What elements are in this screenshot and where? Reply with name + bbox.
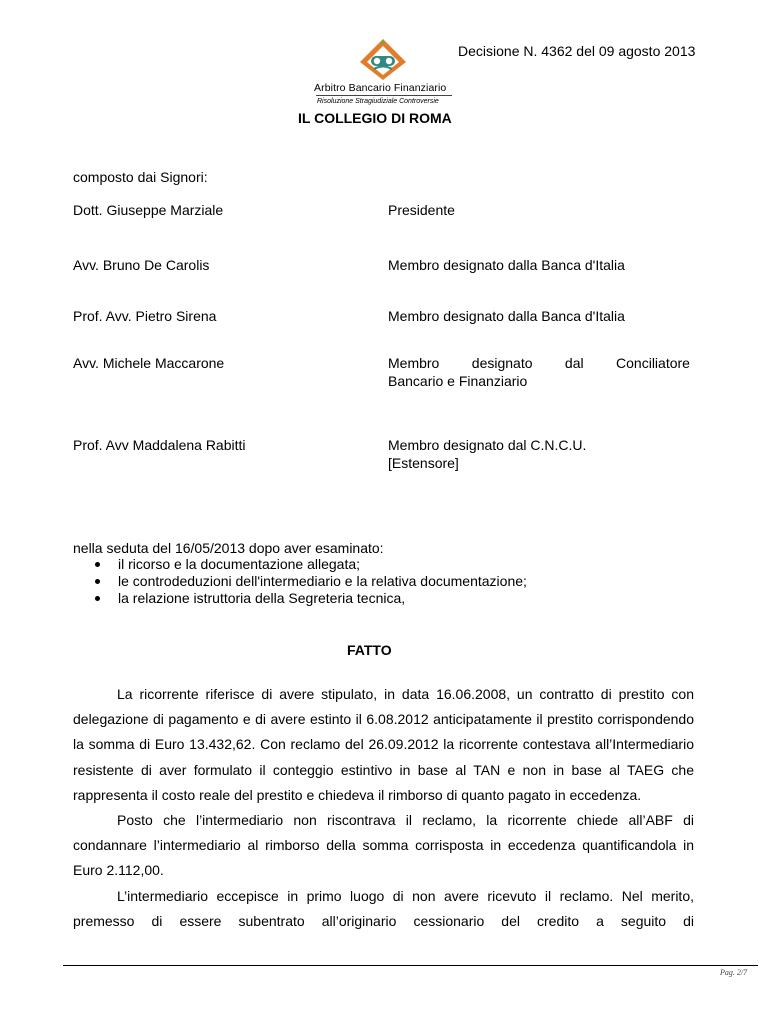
- member-role-line: Bancario e Finanziario: [388, 373, 528, 389]
- paragraph: Posto che l’intermediario non riscontrava il reclamo, la ricorrente chiede all’ABF di condannare l’intermediario al rimborso della somma corrisposta in eccedenza quantificandola in Euro 2.112,00.: [73, 812, 694, 879]
- page-number: Pag. 2/7: [720, 968, 748, 977]
- role-word: dal: [564, 355, 584, 371]
- member-role: [388, 201, 690, 219]
- member-role-line: [Estensore]: [388, 455, 459, 471]
- member-role-line: Membro designato dalla Banca d'Italia: [388, 257, 625, 273]
- abf-logo: [314, 38, 454, 110]
- list-item-text: le controdeduzioni dell'intermediario e la relativa documentazione;: [118, 573, 527, 589]
- role-word: Conciliatore: [616, 355, 690, 371]
- section-title: FATTO: [347, 642, 392, 658]
- paragraph: L’intermediario eccepisce in primo luogo di non avere ricevuto il reclamo. Nel merito, premesso di essere subentrato all’originario cessionario del credito a seguito di: [73, 887, 694, 929]
- fatto-body: [73, 682, 694, 934]
- member-role-line: [388, 354, 690, 372]
- member-role-line: Membro designato dal C.N.C.U.: [388, 437, 587, 453]
- logo-name: Arbitro Bancario Finanziario: [314, 82, 447, 94]
- member-name: Prof. Avv Maddalena Rabitti: [73, 437, 246, 453]
- list-item-text: il ricorso e la documentazione allegata;: [118, 556, 361, 572]
- examined-list: [93, 556, 527, 607]
- college-title: IL COLLEGIO DI ROMA: [298, 110, 452, 126]
- bullet-icon: [95, 579, 100, 584]
- bullet-icon: [95, 562, 100, 567]
- member-name: Avv. Bruno De Carolis: [73, 257, 210, 273]
- member-role: [388, 436, 690, 472]
- composed-by-label: composto dai Signori:: [73, 169, 208, 185]
- bullet-icon: [95, 596, 100, 601]
- list-item: [93, 556, 527, 573]
- session-intro: nella seduta del 16/05/2013 dopo aver esaminato:: [73, 540, 384, 556]
- abf-emblem-icon: [358, 38, 408, 82]
- logo-tagline: Risoluzione Stragiudiziale Controversie: [317, 98, 439, 105]
- member-name: Avv. Michele Maccarone: [73, 355, 225, 371]
- paragraph: La ricorrente riferisce di avere stipulato, in data 16.06.2008, un contratto di prestito con delegazione di pagamento e di avere estinto il 6.08.2012 anticipatamente il prestito corrispondendo la somma di Euro 13.432,62. Con reclamo del 26.09.2012 la ricorrente contestava all’Intermediario resistente di aver formulato il conteggio estintivo in base al TAN e non in base al TAEG che rappresenta il costo reale del prestito e chiedeva il rimborso di quanto pagato in eccedenza.: [73, 686, 694, 803]
- member-role: [388, 256, 690, 274]
- member-name: Prof. Avv. Pietro Sirena: [73, 308, 217, 324]
- member-role-line: Membro designato dalla Banca d'Italia: [388, 308, 625, 324]
- decision-number: Decisione N. 4362 del 09 agosto 2013: [458, 43, 696, 59]
- member-role: [388, 354, 690, 390]
- member-name: Dott. Giuseppe Marziale: [73, 202, 224, 218]
- role-word: designato: [471, 355, 533, 371]
- list-item: [93, 573, 527, 590]
- footer-divider: [63, 965, 758, 966]
- list-item-text: la relazione istruttoria della Segreteria tecnica,: [118, 590, 406, 606]
- logo-divider: [316, 95, 452, 96]
- member-role-line: Presidente: [388, 202, 455, 218]
- role-word: Membro: [388, 355, 440, 371]
- member-role: [388, 307, 690, 325]
- list-item: [93, 590, 527, 607]
